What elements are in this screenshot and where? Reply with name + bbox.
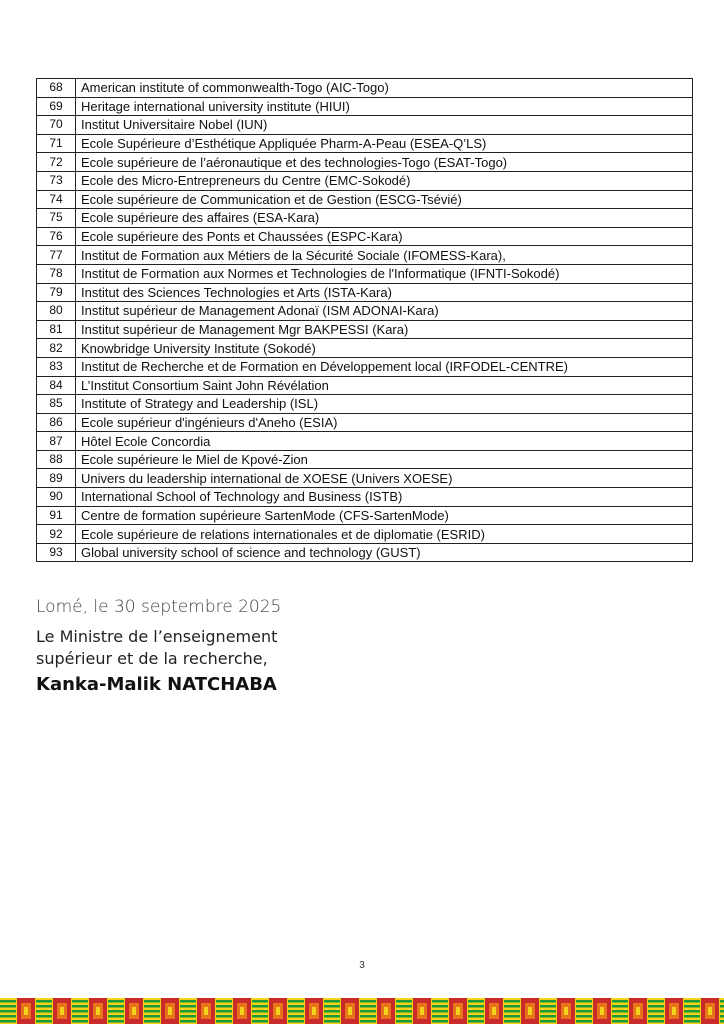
row-number: 82 — [37, 339, 76, 358]
row-number: 68 — [37, 79, 76, 98]
table-row — [37, 264, 693, 283]
row-number: 89 — [37, 469, 76, 488]
institution-name: Institut de Formation aux Normes et Technologies de l'Informatique (IFNTI-Sokodé) — [76, 264, 693, 283]
table-row — [37, 506, 693, 525]
institution-name: Institut de Formation aux Métiers de la Sécurité Sociale (IFOMESS-Kara), — [76, 246, 693, 265]
row-number: 91 — [37, 506, 76, 525]
table-row — [37, 357, 693, 376]
institution-name: Heritage international university institute (HIUI) — [76, 97, 693, 116]
institution-name: Centre de formation supérieure SartenMode (CFS-SartenMode) — [76, 506, 693, 525]
table-row — [37, 79, 693, 98]
row-number: 77 — [37, 246, 76, 265]
table-row — [37, 413, 693, 432]
signature-title-line-2: supérieur et de la recherche, — [36, 649, 268, 668]
row-number: 71 — [37, 134, 76, 153]
table-row — [37, 171, 693, 190]
row-number: 90 — [37, 488, 76, 507]
signature-name: Kanka-Malik NATCHABA — [36, 674, 277, 695]
table-row — [37, 116, 693, 135]
row-number: 81 — [37, 320, 76, 339]
institution-name: Knowbridge University Institute (Sokodé) — [76, 339, 693, 358]
table-row — [37, 302, 693, 321]
institution-name: Global university school of science and technology (GUST) — [76, 543, 693, 562]
row-number: 88 — [37, 450, 76, 469]
page-number: 3 — [359, 960, 365, 971]
table-row — [37, 432, 693, 451]
institution-name: Institut des Sciences Technologies et Arts (ISTA-Kara) — [76, 283, 693, 302]
table-row — [37, 97, 693, 116]
institution-name: Ecole des Micro-Entrepreneurs du Centre (EMC-Sokodé) — [76, 171, 693, 190]
row-number: 85 — [37, 395, 76, 414]
institution-name: Ecole supérieur d'ingénieurs d'Aneho (ESIA) — [76, 413, 693, 432]
row-number: 70 — [37, 116, 76, 135]
signature-title-line-1: Le Ministre de l’enseignement — [36, 627, 278, 646]
table-row — [37, 376, 693, 395]
institutions-table — [36, 78, 693, 562]
institution-name: Institut supérieur de Management Adonaï (ISM ADONAI-Kara) — [76, 302, 693, 321]
table-row — [37, 543, 693, 562]
table-body — [37, 79, 693, 562]
table-row — [37, 450, 693, 469]
table-row — [37, 469, 693, 488]
institution-name: Institut de Recherche et de Formation en Développement local (IRFODEL-CENTRE) — [76, 357, 693, 376]
institution-name: Ecole supérieure des Ponts et Chaussées (ESPC-Kara) — [76, 227, 693, 246]
table-row — [37, 134, 693, 153]
institution-name: International School of Technology and Business (ISTB) — [76, 488, 693, 507]
institution-name: Ecole supérieure de relations internationales et de diplomatie (ESRID) — [76, 525, 693, 544]
institution-name: Ecole supérieure des affaires (ESA-Kara) — [76, 209, 693, 228]
institution-name: Hôtel Ecole Concordia — [76, 432, 693, 451]
signature-title — [36, 626, 277, 670]
row-number: 84 — [37, 376, 76, 395]
institution-name: Ecole Supérieure d’Esthétique Appliquée Pharm-A-Peau (ESEA-Q’LS) — [76, 134, 693, 153]
table-row — [37, 395, 693, 414]
row-number: 78 — [37, 264, 76, 283]
signature-place-date: Lomé, le 30 septembre 2025 — [36, 597, 282, 617]
row-number: 93 — [37, 543, 76, 562]
row-number: 92 — [37, 525, 76, 544]
row-number: 73 — [37, 171, 76, 190]
institution-name: Institute of Strategy and Leadership (ISL) — [76, 395, 693, 414]
table-row — [37, 283, 693, 302]
institution-name: L’Institut Consortium Saint John Révélation — [76, 376, 693, 395]
row-number: 74 — [37, 190, 76, 209]
row-number: 72 — [37, 153, 76, 172]
row-number: 75 — [37, 209, 76, 228]
table-row — [37, 153, 693, 172]
row-number: 79 — [37, 283, 76, 302]
table-row — [37, 227, 693, 246]
institution-name: Ecole supérieure de l’aéronautique et des technologies-Togo (ESAT-Togo) — [76, 153, 693, 172]
table-row — [37, 320, 693, 339]
row-number: 69 — [37, 97, 76, 116]
row-number: 76 — [37, 227, 76, 246]
table-row — [37, 488, 693, 507]
institution-name: Ecole supérieure le Miel de Kpové-Zion — [76, 450, 693, 469]
row-number: 83 — [37, 357, 76, 376]
institution-name: Institut Universitaire Nobel (IUN) — [76, 116, 693, 135]
row-number: 80 — [37, 302, 76, 321]
institution-name: American institute of commonwealth-Togo (AIC-Togo) — [76, 79, 693, 98]
table-row — [37, 209, 693, 228]
kente-pattern-border — [0, 998, 724, 1024]
row-number: 87 — [37, 432, 76, 451]
institution-name: Univers du leadership international de XOESE (Univers XOESE) — [76, 469, 693, 488]
institution-name: Institut supérieur de Management Mgr BAKPESSI (Kara) — [76, 320, 693, 339]
table-row — [37, 190, 693, 209]
row-number: 86 — [37, 413, 76, 432]
institution-name: Ecole supérieure de Communication et de Gestion (ESCG-Tsévié) — [76, 190, 693, 209]
table-row — [37, 246, 693, 265]
table-row — [37, 525, 693, 544]
table-row — [37, 339, 693, 358]
